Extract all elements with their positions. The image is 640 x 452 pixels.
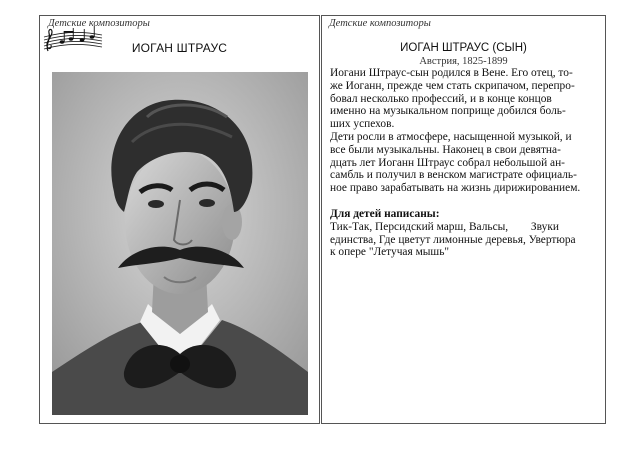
works-line: к опере "Летучая мышь" <box>330 246 450 259</box>
bio-line: же Иоганн, прежде чем стать скрипачом, перепро- <box>330 79 575 92</box>
bio-line: все были музыкальны. Наконец в свои девятна- <box>330 143 561 156</box>
left-card <box>39 15 320 424</box>
composer-title: ИОГАН ШТРАУС (СЫН) <box>400 42 527 54</box>
right-card <box>321 15 606 424</box>
composer-portrait <box>52 72 308 415</box>
composer-origin: Австрия, 1825-1899 <box>419 56 508 67</box>
works-heading: Для детей написаны: <box>330 207 440 220</box>
bio-line: дцать лет Иоганн Штраус собрал небольшой ан- <box>330 156 565 169</box>
bio-line: бовал несколько профессий, и в конце концов <box>330 92 552 105</box>
composer-name: ИОГАН ШТРАУС <box>131 41 228 55</box>
bio-line: именно на музыкальном поприще добился боль- <box>330 105 566 118</box>
bio-line: ное право зарабатывать на жизнь дирижированием. <box>330 182 581 195</box>
series-label: Детские композиторы <box>329 18 431 29</box>
works-line: Тик-Так, Персидский марш, Вальсы, Звуки <box>330 220 559 233</box>
bio-line: Дети росли в атмосфере, насыщенной музыкой, и <box>330 130 572 143</box>
works-line: единства, Где цветут лимонные деревья, Увертюра <box>330 233 576 246</box>
bio-line: ших успехов. <box>330 118 395 131</box>
bio-line: самбль и получил в венском магистрате официаль- <box>330 169 577 182</box>
series-label: Детские композиторы <box>48 18 150 29</box>
biography <box>330 67 602 259</box>
bio-line: Иогани Штраус-сын родился в Вене. Его отец, то- <box>330 67 573 79</box>
